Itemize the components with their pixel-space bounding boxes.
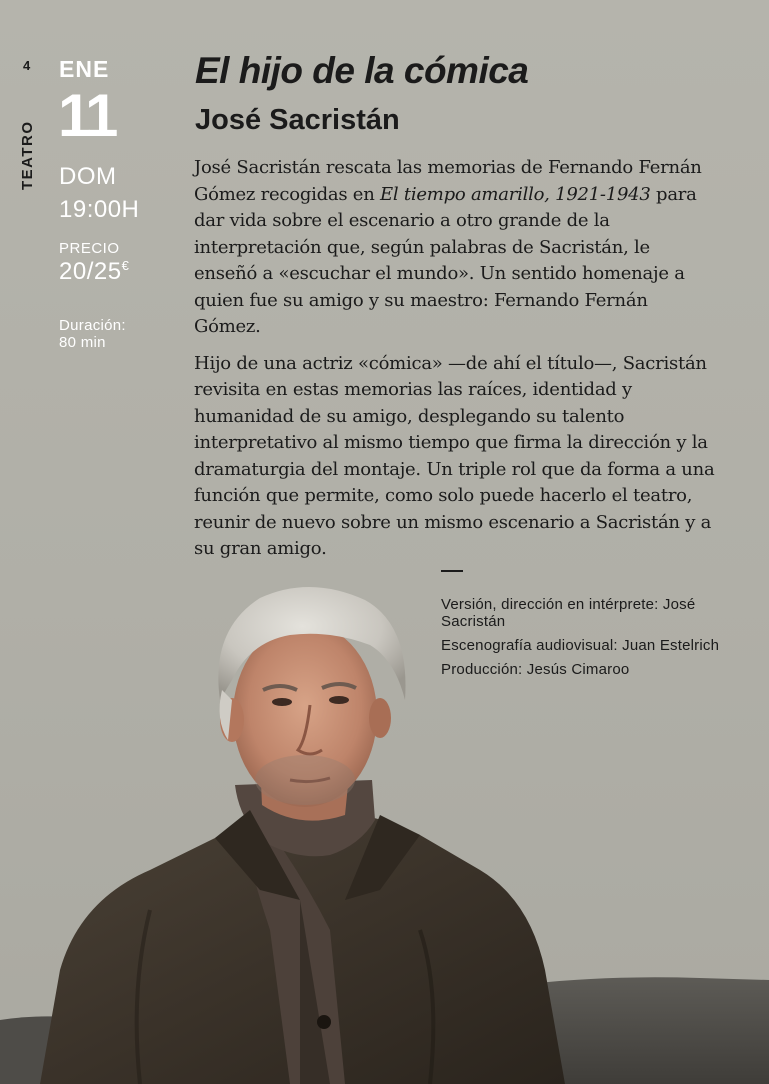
duration	[59, 317, 126, 351]
description-paragraph-2: Hijo de una actriz «cómica» —de ahí el título—, Sacristán revisita en estas memorias las raíces, identidad y humanidad de su amigo, desplegando su talento interpretativo al mismo tiempo que firma la dirección y la dramaturgia del montaje. Un triple rol que da forma a una función que permite, como solo puede hacerlo el teatro, reunir de nuevo sobre un mismo escenario a Sacristán y a su gran amigo.	[194, 352, 715, 559]
credits-divider	[441, 570, 463, 572]
p1-text-end: para dar vida sobre el escenario a otro grande de la interpretación que, según palabras de Sacristán, le enseñó a «escuchar el mundo». Un sentido homenaje a quien fue su amigo y su maestro: Fernando Fernán Gómez.	[194, 183, 697, 337]
credit-scenography: Escenografía audiovisual: Juan Estelrich	[441, 637, 720, 654]
show-performer: José Sacristán	[195, 104, 400, 136]
show-description	[194, 155, 716, 573]
event-time: 19:00H	[59, 196, 140, 223]
description-paragraph-1	[194, 155, 716, 341]
p1-text-start: José Sacristán rescata las memorias de Fernando Fernán Gómez recogidas en	[194, 157, 702, 205]
duration-label: Duración:	[59, 317, 126, 334]
credits-list	[441, 596, 741, 685]
duration-value: 80 min	[59, 334, 106, 351]
date-day: 11	[58, 82, 116, 149]
credit-production: Producción: Jesús Cimaroo	[441, 661, 630, 678]
date-month: ENE	[59, 56, 110, 82]
page-number: 4	[23, 58, 31, 73]
price-currency: €	[121, 258, 130, 273]
price-label: PRECIO	[59, 240, 120, 257]
show-title: El hijo de la cómica	[195, 50, 529, 91]
date-weekday: DOM	[59, 163, 117, 190]
p1-book-title: El tiempo amarillo, 1921-1943	[380, 183, 651, 205]
price-value	[59, 258, 129, 286]
credit-direction: Versión, dirección en intérprete: José Sacristán	[441, 596, 696, 630]
category-label: TEATRO	[19, 120, 36, 190]
price-amount: 20/25	[59, 258, 122, 285]
